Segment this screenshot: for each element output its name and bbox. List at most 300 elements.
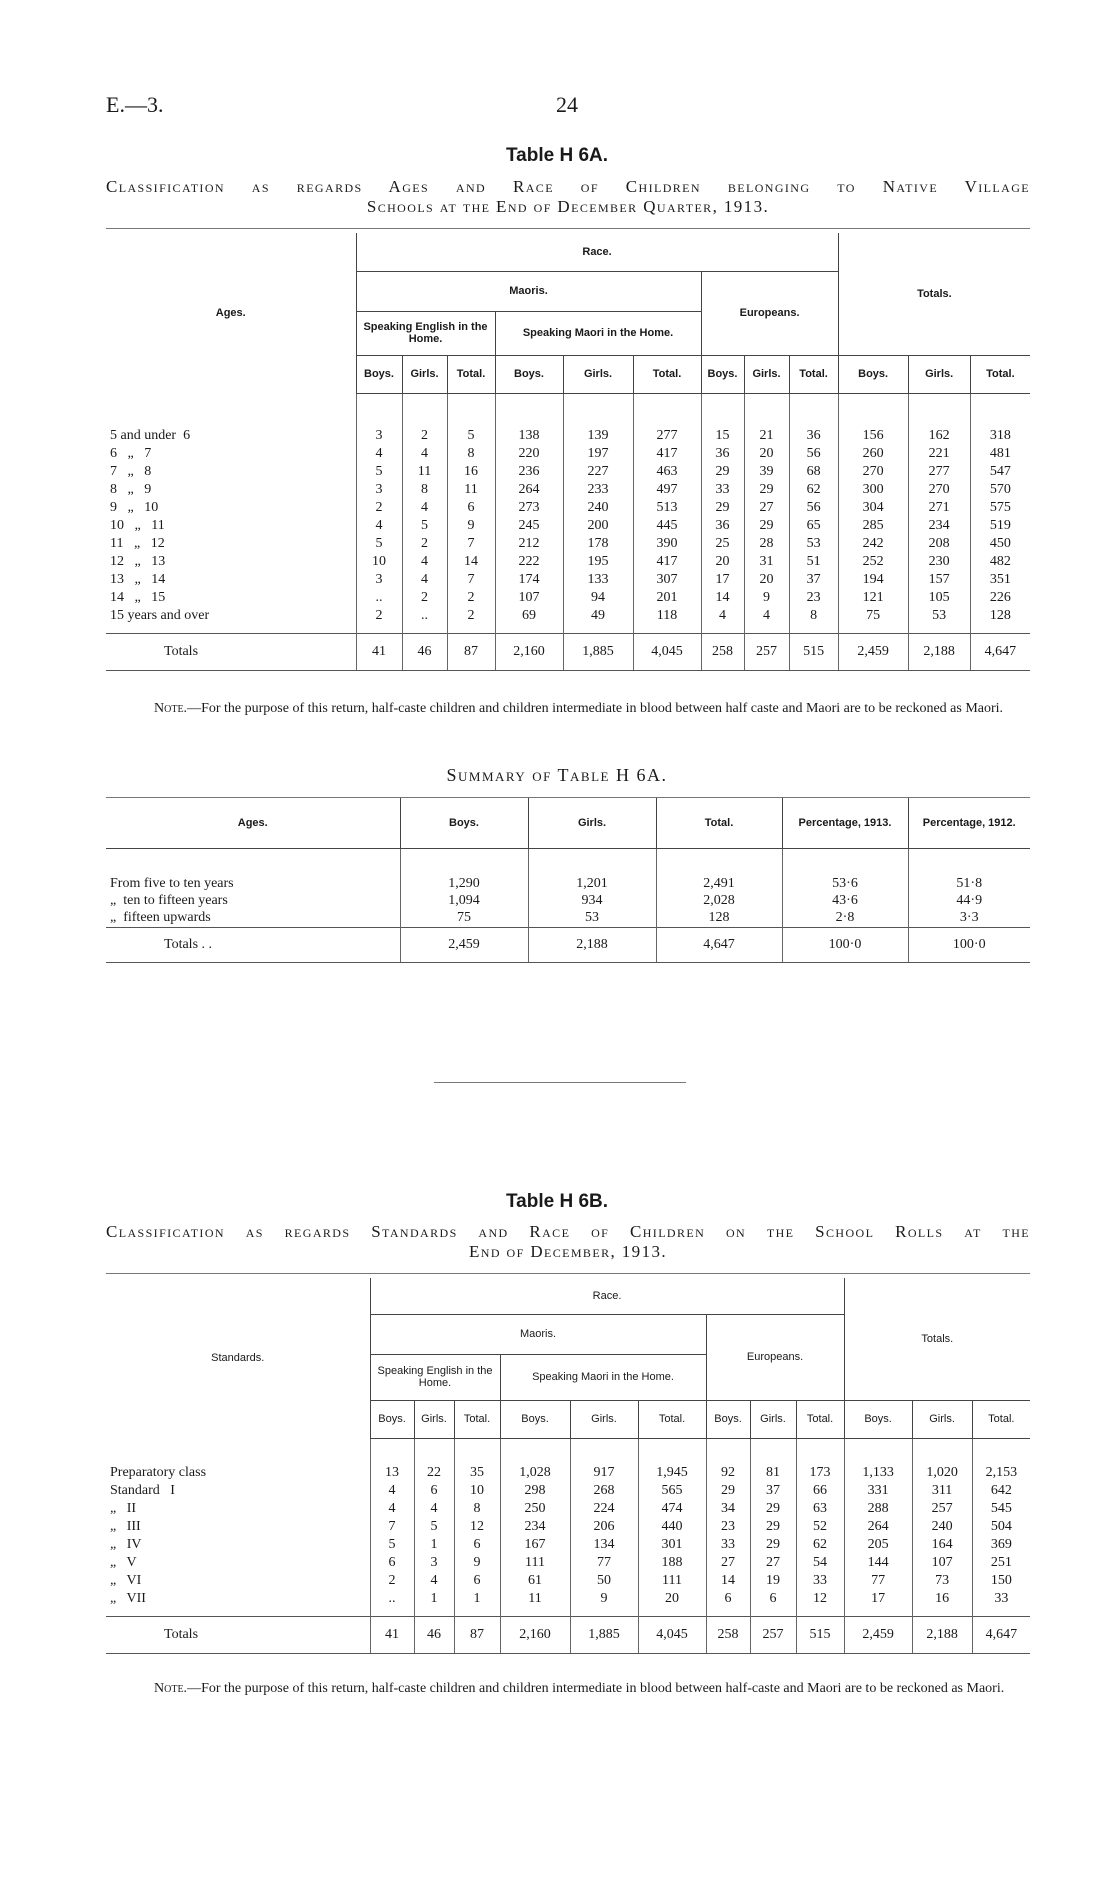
totals-header: Totals. — [838, 233, 1030, 355]
table-cell: 570 — [970, 481, 1030, 499]
totals-cell: 2,188 — [908, 633, 970, 670]
table-cell: 251 — [972, 1554, 1030, 1572]
table-cell: 29 — [750, 1536, 796, 1554]
table-cell: 14 — [701, 589, 744, 607]
totals-cell: 4,647 — [970, 633, 1030, 670]
table-cell: 29 — [744, 517, 789, 535]
table-cell: 300 — [838, 481, 908, 499]
totals-label: Totals — [106, 633, 356, 670]
table-cell: 4 — [370, 1500, 414, 1518]
table-row — [106, 1536, 1030, 1554]
girls-header: Girls. — [750, 1400, 796, 1438]
row-label: „ fifteen upwards — [110, 909, 211, 925]
spacer-cell — [570, 1608, 638, 1616]
table-cell: 20 — [744, 571, 789, 589]
table-cell: 133 — [563, 571, 633, 589]
table-cell: 10 — [454, 1482, 500, 1500]
table-cell: 1,133 — [844, 1464, 912, 1482]
table-cell: 77 — [844, 1572, 912, 1590]
table-cell: 75 — [400, 909, 528, 926]
table-cell: 144 — [844, 1554, 912, 1572]
row-label: Standard I — [110, 1483, 175, 1498]
table-cell: 68 — [789, 463, 838, 481]
girls-header: Girls. — [912, 1400, 972, 1438]
table-cell: 16 — [447, 463, 495, 481]
table-cell: 9 — [447, 517, 495, 535]
boys-header: Boys. — [701, 355, 744, 393]
row-label: „ ten to fifteen years — [110, 892, 228, 908]
table-row — [106, 1554, 1030, 1572]
spacer-cell — [106, 849, 400, 875]
table-cell: 6 — [370, 1554, 414, 1572]
row-label: 5 and under 6 — [110, 428, 191, 443]
total-header: Total. — [633, 355, 701, 393]
table-cell: 73 — [912, 1572, 972, 1590]
table-cell: 69 — [495, 607, 563, 625]
table-cell: 66 — [796, 1482, 844, 1500]
row-label: „ III — [110, 1519, 141, 1534]
row-label: 10 „ 11 — [110, 518, 165, 533]
totals-label: Totals . . — [106, 928, 400, 963]
table-cell: 27 — [744, 499, 789, 517]
totals-cell: 258 — [701, 633, 744, 670]
table-cell: 33 — [796, 1572, 844, 1590]
percentage-1912-header: Percentage, 1912. — [908, 798, 1030, 849]
spacer-cell — [838, 625, 908, 633]
table-cell: .. — [370, 1590, 414, 1608]
table-cell: 49 — [563, 607, 633, 625]
spacer-cell — [495, 625, 563, 633]
table-cell: 138 — [495, 427, 563, 445]
table-cell: 12 — [796, 1590, 844, 1608]
table-cell: 445 — [633, 517, 701, 535]
spacer-cell — [106, 1608, 370, 1616]
spacer-cell — [633, 625, 701, 633]
table-cell: 3 — [356, 427, 402, 445]
top-rule — [106, 1273, 1030, 1274]
spacer-cell — [414, 1608, 454, 1616]
caption-line-2: End of December, 1913. — [468, 1242, 668, 1261]
boys-header: Boys. — [706, 1400, 750, 1438]
table-cell: 53 — [528, 909, 656, 926]
table-cell: 2 — [356, 607, 402, 625]
table-cell: 29 — [750, 1500, 796, 1518]
table-row — [106, 427, 1030, 445]
table-cell: 270 — [908, 481, 970, 499]
table-cell: 173 — [796, 1464, 844, 1482]
table-cell: 37 — [789, 571, 838, 589]
table-cell: 53 — [789, 535, 838, 553]
totals-cell: 257 — [750, 1616, 796, 1653]
table-cell: 242 — [838, 535, 908, 553]
spacer-cell — [912, 1608, 972, 1616]
spacer-cell — [495, 393, 563, 427]
table-cell: 642 — [972, 1482, 1030, 1500]
table-row — [106, 1518, 1030, 1536]
summary-caption: Summary of Table H 6A. — [446, 765, 668, 785]
speaking-maori-header: Speaking Maori in the Home. — [500, 1354, 706, 1400]
row-label: 9 „ 10 — [110, 500, 159, 515]
spacer-cell — [706, 1608, 750, 1616]
table-h6b — [106, 1278, 1030, 1654]
table-cell: 1 — [414, 1590, 454, 1608]
table-cell: .. — [356, 589, 402, 607]
table-cell: 497 — [633, 481, 701, 499]
spacer-cell — [106, 393, 356, 427]
row-label: „ VI — [110, 1573, 142, 1588]
spacer-cell — [414, 1438, 454, 1464]
spacer-cell — [908, 849, 1030, 875]
spacer-cell — [370, 1438, 414, 1464]
table-cell: 2 — [402, 535, 447, 553]
table-cell: 22 — [414, 1464, 454, 1482]
table-cell: 504 — [972, 1518, 1030, 1536]
page-code: E.—3. — [106, 92, 164, 117]
table-cell: 7 — [447, 535, 495, 553]
table-cell: 10 — [356, 553, 402, 571]
total-header: Total. — [972, 1400, 1030, 1438]
page-number: 24 — [556, 92, 578, 117]
table-cell: 230 — [908, 553, 970, 571]
table-cell: 2,028 — [656, 892, 782, 909]
note-body: —For the purpose of this return, half-caste children and children intermediate in blood between half-caste and Maori are to be reckoned as Maori. — [187, 1681, 1005, 1696]
totals-cell: 2,188 — [528, 928, 656, 963]
table-cell: 200 — [563, 517, 633, 535]
race-header: Race. — [356, 233, 838, 271]
table-h6a-label: Table H 6A. — [505, 145, 609, 166]
boys-header: Boys. — [356, 355, 402, 393]
table-cell: 545 — [972, 1500, 1030, 1518]
table-cell: 3·3 — [908, 909, 1030, 926]
totals-cell: 46 — [402, 633, 447, 670]
maoris-header: Maoris. — [370, 1314, 706, 1354]
table-row — [106, 1482, 1030, 1500]
table-cell: 565 — [638, 1482, 706, 1500]
table-cell: 5 — [447, 427, 495, 445]
table-cell: 307 — [633, 571, 701, 589]
girls-header: Girls. — [528, 798, 656, 849]
table-cell: 33 — [706, 1536, 750, 1554]
table-cell: 34 — [706, 1500, 750, 1518]
table-cell: 236 — [495, 463, 563, 481]
totals-row — [106, 928, 1030, 963]
table-row — [106, 892, 1030, 909]
table-cell: 134 — [570, 1536, 638, 1554]
table-cell: 118 — [633, 607, 701, 625]
totals-cell: 41 — [370, 1616, 414, 1653]
spacer-cell — [970, 393, 1030, 427]
table-cell: 2,491 — [656, 875, 782, 892]
spacer-cell — [106, 1438, 370, 1464]
table-cell: 29 — [744, 481, 789, 499]
table-cell: 16 — [912, 1590, 972, 1608]
table-cell: 268 — [570, 1482, 638, 1500]
table-cell: 197 — [563, 445, 633, 463]
table-h6a-note — [106, 700, 1030, 717]
table-cell: 107 — [912, 1554, 972, 1572]
table-cell: 56 — [789, 445, 838, 463]
table-cell: 331 — [844, 1482, 912, 1500]
table-cell: 43·6 — [782, 892, 908, 909]
table-cell: 260 — [838, 445, 908, 463]
spacer-cell — [789, 393, 838, 427]
total-header: Total. — [970, 355, 1030, 393]
row-label: 12 „ 13 — [110, 554, 166, 569]
table-cell: 481 — [970, 445, 1030, 463]
table-cell: 4 — [402, 499, 447, 517]
race-header: Race. — [370, 1278, 844, 1314]
totals-cell: 1,885 — [563, 633, 633, 670]
table-cell: 4 — [414, 1572, 454, 1590]
spacer-cell — [972, 1608, 1030, 1616]
table-cell: 20 — [701, 553, 744, 571]
table-cell: 482 — [970, 553, 1030, 571]
table-cell: 4 — [402, 553, 447, 571]
boys-header: Boys. — [495, 355, 563, 393]
table-row — [106, 535, 1030, 553]
table-cell: 11 — [500, 1590, 570, 1608]
row-label: 13 „ 14 — [110, 572, 166, 587]
table-cell: 63 — [796, 1500, 844, 1518]
spacer-cell — [750, 1438, 796, 1464]
table-cell: 27 — [750, 1554, 796, 1572]
row-label: 6 „ 7 — [110, 446, 152, 461]
spacer-row — [106, 849, 1030, 875]
spacer-cell — [447, 393, 495, 427]
table-cell: 3 — [356, 571, 402, 589]
ages-header: Ages. — [215, 307, 246, 319]
table-cell: 5 — [414, 1518, 454, 1536]
spacer-cell — [750, 1608, 796, 1616]
table-cell: 28 — [744, 535, 789, 553]
table-cell: 11 — [402, 463, 447, 481]
spacer-cell — [570, 1438, 638, 1464]
spacer-cell — [454, 1608, 500, 1616]
totals-cell: 100·0 — [782, 928, 908, 963]
table-cell: 162 — [908, 427, 970, 445]
table-cell: 105 — [908, 589, 970, 607]
table-cell: 351 — [970, 571, 1030, 589]
table-cell: 65 — [789, 517, 838, 535]
table-cell: 128 — [656, 909, 782, 926]
table-cell: .. — [402, 607, 447, 625]
table-cell: 56 — [789, 499, 838, 517]
table-cell: 208 — [908, 535, 970, 553]
total-header: Total. — [454, 1400, 500, 1438]
table-row — [106, 589, 1030, 607]
table-cell: 53 — [908, 607, 970, 625]
spacer-cell — [402, 625, 447, 633]
table-cell: 20 — [638, 1590, 706, 1608]
totals-cell: 100·0 — [908, 928, 1030, 963]
table-cell: 75 — [838, 607, 908, 625]
table-cell: 917 — [570, 1464, 638, 1482]
totals-row — [106, 633, 1030, 670]
spacer-cell — [796, 1608, 844, 1616]
boys-header: Boys. — [370, 1400, 414, 1438]
row-label: 14 „ 15 — [110, 590, 166, 605]
spacer-cell — [500, 1608, 570, 1616]
table-cell: 9 — [744, 589, 789, 607]
table-cell: 23 — [789, 589, 838, 607]
spacer-cell — [782, 849, 908, 875]
totals-label: Totals — [106, 1616, 370, 1653]
table-row — [106, 1572, 1030, 1590]
girls-header: Girls. — [570, 1400, 638, 1438]
table-cell: 1,945 — [638, 1464, 706, 1482]
spacer-cell — [500, 1438, 570, 1464]
speaking-maori-header: Speaking Maori in the Home. — [495, 311, 701, 355]
table-cell: 4 — [701, 607, 744, 625]
speaking-english-header: Speaking English in the Home. — [370, 1354, 500, 1400]
table-row — [106, 607, 1030, 625]
table-cell: 227 — [563, 463, 633, 481]
table-cell: 12 — [454, 1518, 500, 1536]
table-cell: 4 — [356, 517, 402, 535]
top-rule — [106, 228, 1030, 229]
table-cell: 1,201 — [528, 875, 656, 892]
totals-cell: 4,045 — [633, 633, 701, 670]
table-cell: 440 — [638, 1518, 706, 1536]
row-label: 7 „ 8 — [110, 464, 152, 479]
spacer-cell — [638, 1438, 706, 1464]
table-cell: 52 — [796, 1518, 844, 1536]
totals-cell: 515 — [789, 633, 838, 670]
note-body: —For the purpose of this return, half-caste children and children intermediate in blood between half caste and Maori are to be reckoned as Maori. — [187, 701, 1004, 716]
table-cell: 33 — [701, 481, 744, 499]
table-cell: 94 — [563, 589, 633, 607]
table-cell: 150 — [972, 1572, 1030, 1590]
table-row — [106, 463, 1030, 481]
table-cell: 121 — [838, 589, 908, 607]
table-cell: 450 — [970, 535, 1030, 553]
table-cell: 257 — [912, 1500, 972, 1518]
totals-cell: 4,647 — [972, 1616, 1030, 1653]
table-cell: 8 — [454, 1500, 500, 1518]
spacer-cell — [701, 625, 744, 633]
table-cell: 111 — [638, 1572, 706, 1590]
table-cell: 51 — [789, 553, 838, 571]
spacer-cell — [701, 393, 744, 427]
table-h6b-body — [106, 1438, 1030, 1653]
table-cell: 369 — [972, 1536, 1030, 1554]
table-h6a-caption — [106, 177, 1030, 217]
spacer-cell — [844, 1608, 912, 1616]
table-cell: 36 — [701, 445, 744, 463]
table-h6b-label: Table H 6B. — [505, 1191, 609, 1212]
table-cell: 285 — [838, 517, 908, 535]
table-cell: 6 — [750, 1590, 796, 1608]
summary-table — [106, 798, 1030, 963]
girls-header: Girls. — [402, 355, 447, 393]
table-cell: 201 — [633, 589, 701, 607]
table-cell: 14 — [447, 553, 495, 571]
spacer-cell — [638, 1608, 706, 1616]
totals-cell: 2,188 — [912, 1616, 972, 1653]
table-cell: 252 — [838, 553, 908, 571]
total-header: Total. — [789, 355, 838, 393]
table-cell: 107 — [495, 589, 563, 607]
table-cell: 139 — [563, 427, 633, 445]
totals-cell: 258 — [706, 1616, 750, 1653]
table-cell: 50 — [570, 1572, 638, 1590]
totals-cell: 2,459 — [838, 633, 908, 670]
table-cell: 14 — [706, 1572, 750, 1590]
table-cell: 3 — [356, 481, 402, 499]
table-cell: 21 — [744, 427, 789, 445]
table-cell: 304 — [838, 499, 908, 517]
table-cell: 301 — [638, 1536, 706, 1554]
table-cell: 39 — [744, 463, 789, 481]
boys-header: Boys. — [500, 1400, 570, 1438]
total-header: Total. — [656, 798, 782, 849]
table-cell: 37 — [750, 1482, 796, 1500]
table-cell: 8 — [447, 445, 495, 463]
spacer-row — [106, 1608, 1030, 1616]
standards-header: Standards. — [211, 1352, 265, 1364]
table-cell: 2 — [370, 1572, 414, 1590]
table-cell: 8 — [402, 481, 447, 499]
table-cell: 4 — [744, 607, 789, 625]
totals-cell: 2,160 — [500, 1616, 570, 1653]
spacer-cell — [528, 849, 656, 875]
table-cell: 17 — [701, 571, 744, 589]
spacer-cell — [356, 393, 402, 427]
table-cell: 11 — [447, 481, 495, 499]
table-cell: 519 — [970, 517, 1030, 535]
table-cell: 174 — [495, 571, 563, 589]
table-cell: 62 — [789, 481, 838, 499]
table-cell: 2 — [356, 499, 402, 517]
spacer-cell — [656, 849, 782, 875]
table-cell: 9 — [454, 1554, 500, 1572]
spacer-cell — [563, 625, 633, 633]
caption-line-1: Classification as regards Standards and Race of Children on the School Rolls at the — [106, 1222, 1030, 1241]
spacer-cell — [447, 625, 495, 633]
ages-header: Ages. — [106, 798, 400, 849]
caption-line-1: Classification as regards Ages and Race of Children belonging to Native Village — [106, 177, 1030, 196]
row-label: From five to ten years — [110, 875, 234, 891]
table-cell: 224 — [570, 1500, 638, 1518]
spacer-cell — [106, 625, 356, 633]
table-cell: 51·8 — [908, 875, 1030, 892]
table-cell: 9 — [570, 1590, 638, 1608]
table-cell: 188 — [638, 1554, 706, 1572]
table-row — [106, 1464, 1030, 1482]
table-cell: 19 — [750, 1572, 796, 1590]
table-cell: 318 — [970, 427, 1030, 445]
row-label: Preparatory class — [110, 1465, 207, 1480]
table-cell: 463 — [633, 463, 701, 481]
table-cell: 7 — [370, 1518, 414, 1536]
table-cell: 233 — [563, 481, 633, 499]
spacer-cell — [454, 1438, 500, 1464]
table-cell: 5 — [402, 517, 447, 535]
table-cell: 1 — [414, 1536, 454, 1554]
table-cell: 81 — [750, 1464, 796, 1482]
totals-cell: 515 — [796, 1616, 844, 1653]
table-cell: 4 — [356, 445, 402, 463]
table-cell: 234 — [500, 1518, 570, 1536]
table-row — [106, 481, 1030, 499]
table-cell: 222 — [495, 553, 563, 571]
table-cell: 6 — [414, 1482, 454, 1500]
table-cell: 288 — [844, 1500, 912, 1518]
table-cell: 273 — [495, 499, 563, 517]
table-cell: 264 — [844, 1518, 912, 1536]
table-cell: 271 — [908, 499, 970, 517]
caption-line-2: Schools at the End of December Quarter, 1913. — [366, 197, 770, 216]
